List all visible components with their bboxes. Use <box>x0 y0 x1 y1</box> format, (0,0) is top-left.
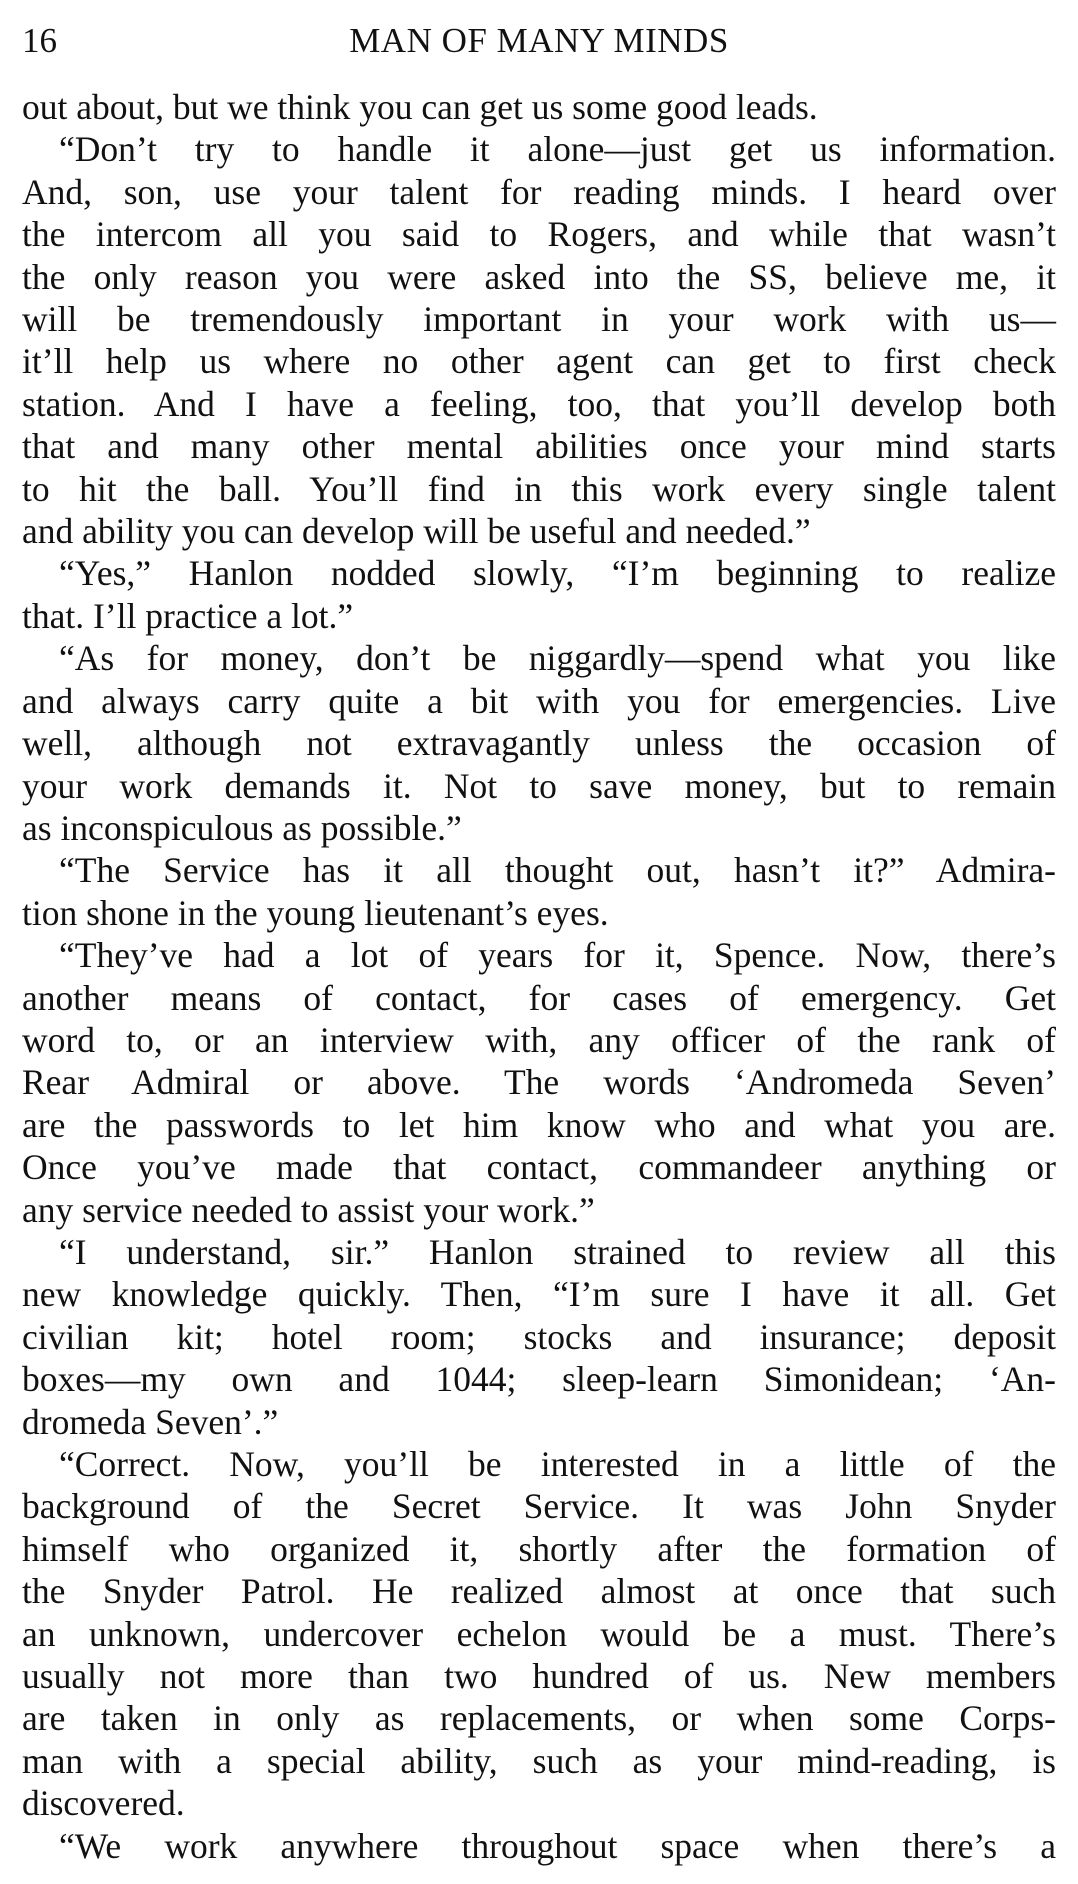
text-line: it’ll help us where no other agent can get to first check <box>22 341 1056 382</box>
text-line: background of the Secret Service. It was John Snyder <box>22 1486 1056 1527</box>
text-line: well, although not extravagantly unless the occasion of <box>22 723 1056 764</box>
text-line: usually not more than two hundred of us. New members <box>22 1656 1056 1697</box>
text-line: “They’ve had a lot of years for it, Spence. Now, there’s <box>59 935 1056 976</box>
text-line: himself who organized it, shortly after the formation of <box>22 1528 1056 1569</box>
text-line: and ability you can develop will be useful and needed.” <box>22 511 811 552</box>
text-line: your work demands it. Not to save money, but to remain <box>22 765 1056 806</box>
text-line: an unknown, undercover echelon would be a must. There’s <box>22 1613 1056 1654</box>
text-line: And, son, use your talent for reading minds. I heard over <box>22 171 1056 212</box>
text-line: as inconspiculous as possible.” <box>22 807 462 848</box>
text-line: “Don’t try to handle it alone—just get us information. <box>59 129 1056 170</box>
text-line: tion shone in the young lieutenant’s eyes. <box>22 892 609 933</box>
text-line: “The Service has it all thought out, hasn’t it?” Admira- <box>59 850 1056 891</box>
running-head-title: MAN OF MANY MINDS <box>349 21 729 60</box>
text-line: discovered. <box>22 1783 185 1824</box>
page-header <box>22 0 1056 70</box>
text-line: the intercom all you said to Rogers, and while that wasn’t <box>22 214 1056 255</box>
text-line: “As for money, don’t be niggardly—spend what you like <box>59 638 1056 679</box>
text-line: any service needed to assist your work.” <box>22 1189 595 1230</box>
page-number: 16 <box>22 21 57 60</box>
text-line: station. And I have a feeling, too, that you’ll develop both <box>22 383 1056 424</box>
text-line: dromeda Seven’.” <box>22 1401 279 1442</box>
text-line: another means of contact, for cases of emergency. Get <box>22 977 1056 1018</box>
text-line: Rear Admiral or above. The words ‘Andromeda Seven’ <box>22 1062 1056 1103</box>
text-line: man with a special ability, such as your mind-reading, is <box>22 1740 1056 1781</box>
text-line: are the passwords to let him know who and what you are. <box>22 1104 1056 1145</box>
text-line: civilian kit; hotel room; stocks and insurance; deposit <box>22 1316 1056 1357</box>
text-line: “Yes,” Hanlon nodded slowly, “I’m beginning to realize <box>59 553 1056 594</box>
text-line: that and many other mental abilities once your mind starts <box>22 426 1056 467</box>
text-line: “Correct. Now, you’ll be interested in a little of the <box>59 1444 1056 1484</box>
book-page <box>22 0 1056 1884</box>
body-text <box>22 86 1056 1867</box>
text-line: out about, but we think you can get us some good leads. <box>22 87 818 127</box>
text-line: that. I’ll practice a lot.” <box>22 595 354 636</box>
text-line: the Snyder Patrol. He realized almost at once that such <box>22 1571 1056 1612</box>
text-line: are taken in only as replacements, or when some Corps- <box>22 1698 1056 1739</box>
text-line: Once you’ve made that contact, commandeer anything or <box>22 1147 1056 1188</box>
text-line: new knowledge quickly. Then, “I’m sure I have it all. Get <box>22 1274 1056 1315</box>
text-line: “We work anywhere throughout space when there’s a <box>59 1825 1056 1866</box>
text-line: boxes—my own and 1044; sleep-learn Simonidean; ‘An- <box>22 1359 1056 1400</box>
text-line: word to, or an interview with, any officer of the rank of <box>22 1019 1056 1060</box>
text-line: the only reason you were asked into the SS, believe me, it <box>22 256 1056 297</box>
text-line: to hit the ball. You’ll find in this work every single talent <box>22 468 1056 509</box>
text-line: and always carry quite a bit with you for emergencies. Live <box>22 680 1056 721</box>
text-line: will be tremendously important in your work with us— <box>22 299 1056 340</box>
text-line: “I understand, sir.” Hanlon strained to review all this <box>59 1231 1056 1272</box>
